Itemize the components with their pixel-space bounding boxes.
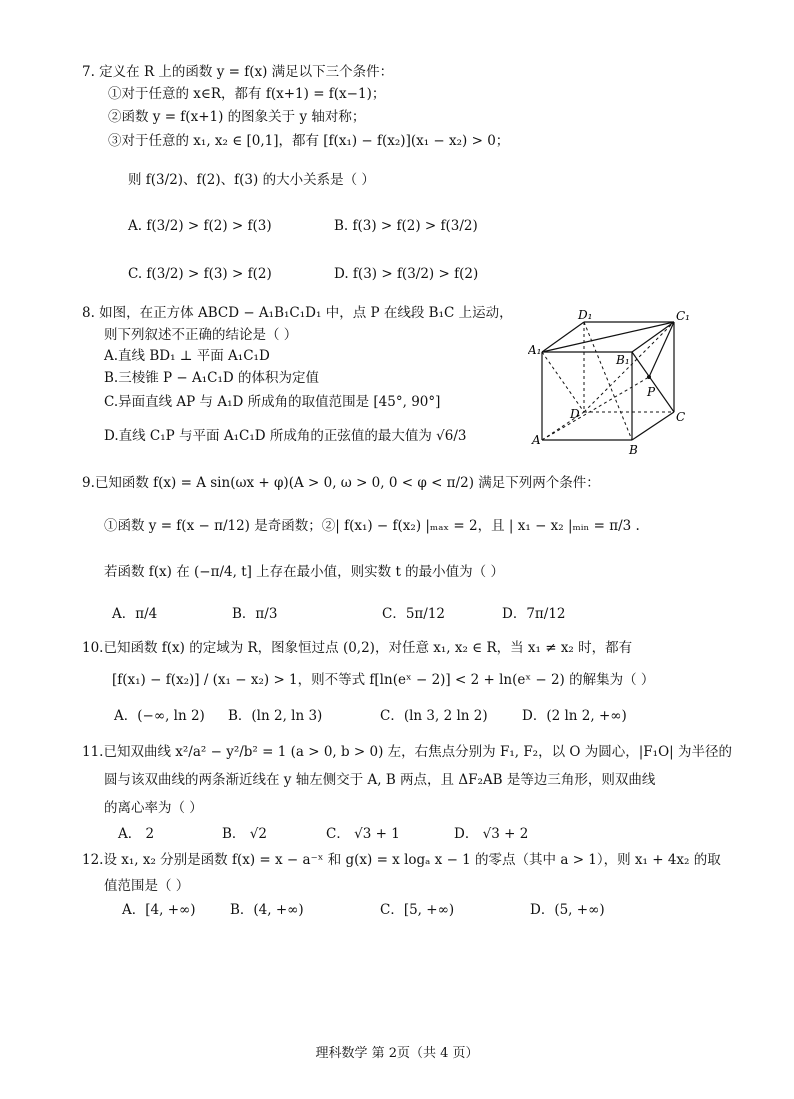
- q9-option-d: D．7π/12: [502, 606, 566, 622]
- q9-question: 若函数 f(x) 在 (−π/4, t] 上存在最小值，则实数 t 的最小值为（ ）: [104, 564, 504, 580]
- label-d: D: [570, 407, 580, 421]
- q12-stem: 12.设 x₁, x₂ 分别是函数 f(x) = x − a⁻ˣ 和 g(x) = x logₐ x − 1 的零点（其中 a > 1），则 x₁ + 4x₂ 的取: [82, 852, 721, 868]
- q8-option-b: B.三棱锥 P − A₁C₁D 的体积为定值: [104, 370, 319, 386]
- q8-stem: 8. 如图，在正方体 ABCD − A₁B₁C₁D₁ 中，点 P 在线段 B₁C 上运动，: [82, 305, 513, 321]
- q9-option-b: B．π/3: [232, 606, 278, 622]
- q7-option-a: A. f(3/2) > f(2) > f(3): [128, 218, 272, 234]
- q12-stem-continued: 值范围是（ ）: [104, 878, 190, 894]
- q11-stem-ending: 的离心率为（ ）: [104, 800, 203, 816]
- q8-option-a: A.直线 BD₁ ⊥ 平面 A₁C₁D: [104, 348, 270, 364]
- q7-option-c: C. f(3/2) > f(3) > f(2): [128, 266, 272, 282]
- q10-option-b: B．(ln 2, ln 3): [228, 708, 323, 724]
- q11-option-d: D． √3 + 2: [454, 826, 529, 842]
- q11-option-b: B． √2: [222, 826, 267, 842]
- q12-option-b: B．(4, +∞): [230, 902, 304, 918]
- point-p-marker: [647, 375, 651, 379]
- q7-condition-2: ②函数 y = f(x+1) 的图象关于 y 轴对称；: [108, 109, 366, 125]
- q11-option-a: A． 2: [118, 826, 155, 842]
- q7-condition-3: ③对于任意的 x₁, x₂ ∈ [0,1]，都有 [f(x₁) − f(x₂)](x₁ − x₂) > 0；: [108, 133, 510, 149]
- q11-stem-continued: 圆与该双曲线的两条渐近线在 y 轴左侧交于 A, B 两点，且 ΔF₂AB 是等边三角形，则双曲线: [104, 772, 656, 788]
- q12-option-d: D．(5, +∞): [530, 902, 605, 918]
- q10-stem-continued: [f(x₁) − f(x₂)] / (x₁ − x₂) > 1，则不等式 f[ln(eˣ − 2)] < 2 + ln(eˣ − 2) 的解集为（ ）: [112, 672, 655, 688]
- cube-figure: [528, 308, 698, 458]
- label-d1: D₁: [578, 308, 593, 322]
- q10-stem: 10.已知函数 f(x) 的定域为 R，图象恒过点 (0,2)，对任意 x₁, x₂ ∈ R，当 x₁ ≠ x₂ 时，都有: [82, 640, 633, 656]
- q12-option-a: A．[4, +∞): [122, 902, 196, 918]
- page-footer: 理科数学 第 2页（共 4 页）: [315, 1046, 479, 1061]
- q10-option-d: D．(2 ln 2, +∞): [522, 708, 627, 724]
- q11-option-c: C． √3 + 1: [326, 826, 400, 842]
- q7-condition-1: ①对于任意的 x∈R，都有 f(x+1) = f(x−1)；: [108, 86, 386, 102]
- q9-option-c: C．5π/12: [382, 606, 446, 622]
- q11-stem: 11.已知双曲线 x²/a² − y²/b² = 1 (a > 0, b > 0) 左，右焦点分别为 F₁, F₂，以 O 为圆心，|F₁O| 为半径的: [82, 744, 732, 760]
- label-b1: B₁: [616, 353, 630, 367]
- q8-option-c: C.异面直线 AP 与 A₁D 所成角的取值范围是 [45°, 90°]: [104, 394, 441, 410]
- label-a1: A₁: [528, 343, 542, 357]
- label-c: C: [676, 410, 686, 424]
- q7-stem: 7. 定义在 R 上的函数 y = f(x) 满足以下三个条件：: [82, 64, 394, 80]
- label-b: B: [629, 443, 638, 457]
- q10-option-a: A．(−∞, ln 2): [114, 708, 205, 724]
- label-a: A: [532, 433, 541, 447]
- q8-stem-continued: 则下列叙述不正确的结论是（ ）: [104, 327, 298, 343]
- label-c1: C₁: [676, 309, 690, 323]
- q9-conditions: ①函数 y = f(x − π/12) 是奇函数；②| f(x₁) − f(x₂) |ₘₐₓ = 2，且 | x₁ − x₂ |ₘᵢₙ = π/3 .: [104, 518, 640, 534]
- q12-option-c: C．[5, +∞): [380, 902, 455, 918]
- label-p: P: [647, 385, 656, 399]
- q7-question: 则 f(3/2)、f(2)、f(3) 的大小关系是（ ）: [128, 172, 375, 188]
- q8-option-d: D.直线 C₁P 与平面 A₁C₁D 所成角的正弦值的最大值为 √6/3: [104, 428, 467, 444]
- q10-option-c: C．(ln 3, 2 ln 2): [380, 708, 488, 724]
- q9-stem: 9.已知函数 f(x) = A sin(ωx + φ)(A > 0, ω > 0, 0 < φ < π/2) 满足下列两个条件：: [82, 475, 600, 491]
- q7-option-d: D. f(3) > f(3/2) > f(2): [334, 266, 479, 282]
- q9-option-a: A．π/4: [112, 606, 158, 622]
- q7-option-b: B. f(3) > f(2) > f(3/2): [334, 218, 478, 234]
